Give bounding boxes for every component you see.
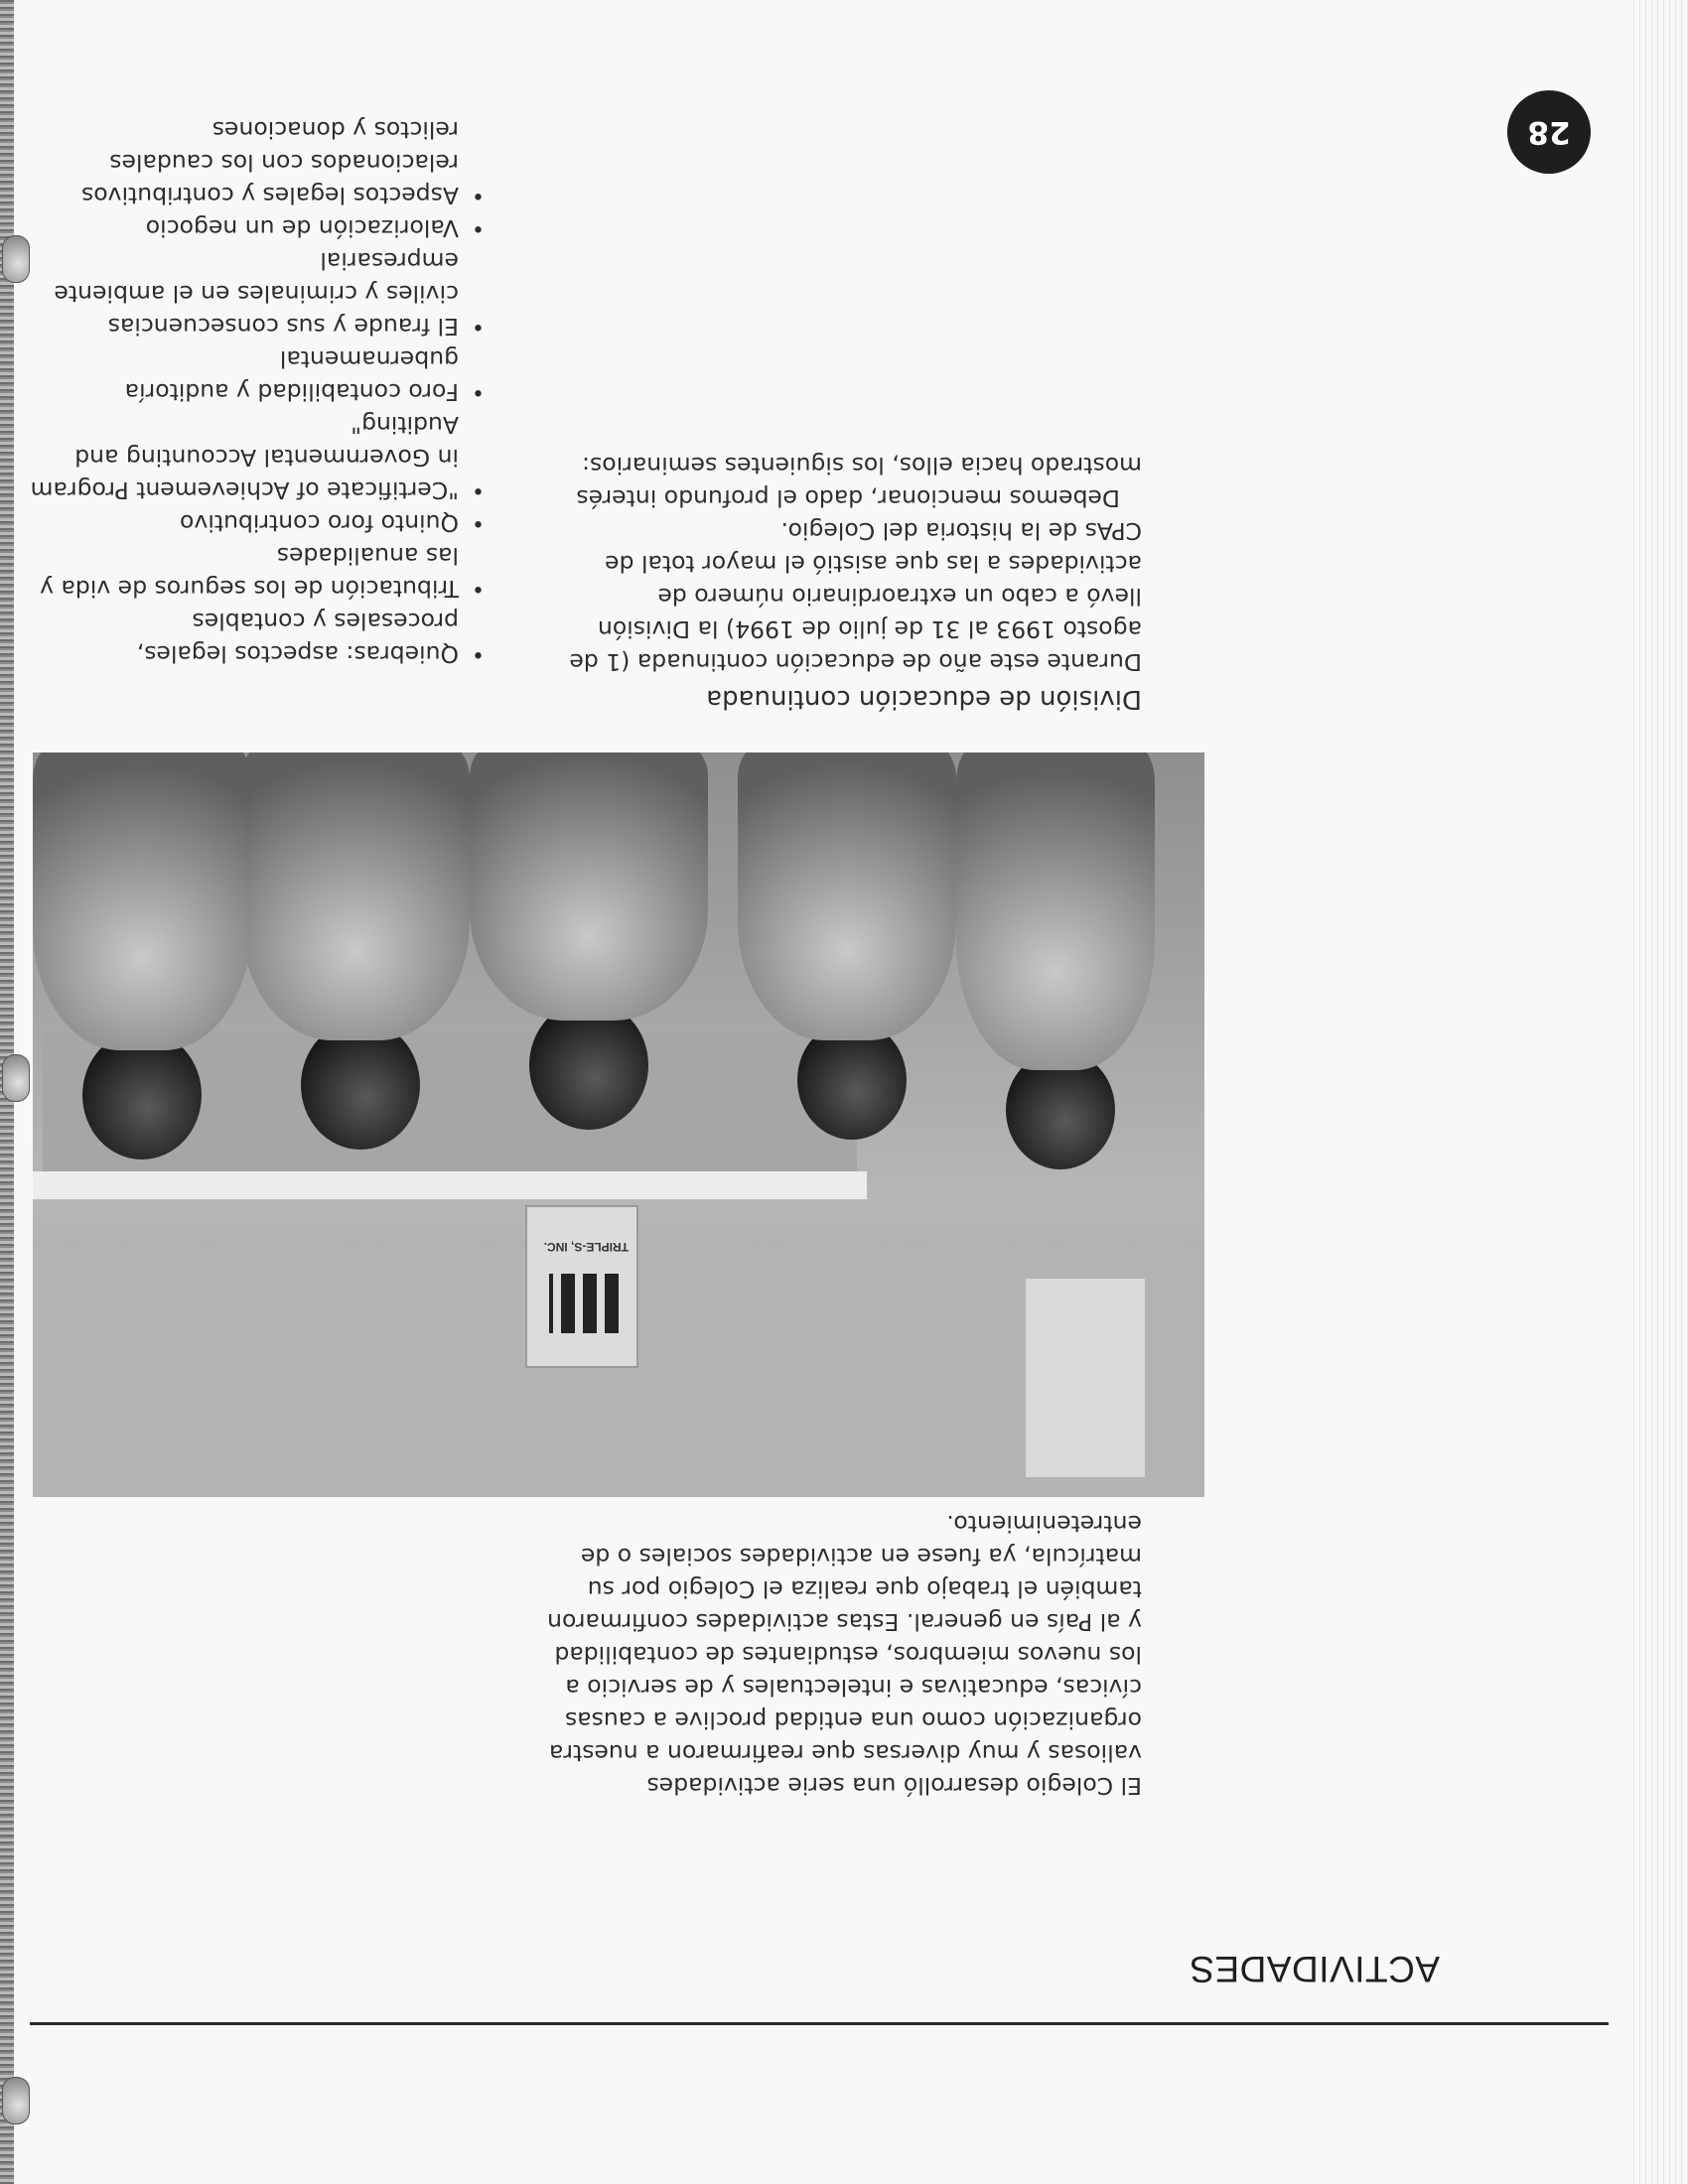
seminar-item: • Aspectos legales y contributivos relacionados con los caudales relictos y donaciones — [30, 113, 487, 211]
seminar-item: • Quinto foro contributivo — [30, 506, 487, 539]
seminar-item: • Tributación de los seguros de vida y las anualidades — [30, 539, 487, 605]
photo-person — [241, 752, 470, 1040]
photo-poster — [1026, 1279, 1145, 1477]
photo-table — [33, 1171, 867, 1199]
binder-ring — [2, 2077, 30, 2124]
seminar-item: • Foro contabilidad y auditoría gubernamental — [30, 342, 487, 408]
binder-ring — [2, 235, 30, 283]
education-paragraph-2: Debemos mencionar, dado el profundo interés mostrado hacia ellos, los siguientes seminarios: — [576, 452, 1142, 512]
seminar-item: • Quiebras: aspectos legales, procesales y contables — [30, 605, 487, 670]
photo-person — [33, 752, 251, 1050]
education-section — [546, 449, 1142, 715]
page-number: 28 — [1507, 90, 1591, 174]
seminar-list-column — [30, 113, 487, 670]
seminar-item: • El fraude y sus consecuencias civiles y criminales en el ambiente empresarial — [30, 244, 487, 342]
page-edge-texture — [1630, 0, 1688, 2184]
photo-person — [738, 752, 956, 1040]
binder-ring — [2, 1054, 30, 1102]
triple-s-logo-icon — [549, 1274, 619, 1333]
education-paragraph-1: Durante este año de educación continuada (1 de agosto 1993 al 31 de julio de 1994) la División llevó a cabo un extraordinario número de actividades a las que asistió el mayor total de CPAs de la historia del Colegio. — [569, 517, 1142, 676]
section-rule — [30, 2022, 1609, 2025]
seminar-list — [30, 113, 487, 670]
podium-text: TRIPLE-S, INC. — [543, 1240, 629, 1254]
event-photo — [33, 752, 1204, 1497]
intro-paragraph: El Colegio desarrolló una serie actividades valiosas y muy diversas que reafirmaron a nuestra organización como una entidad proclive a causas cívicas, educativas e intelectuales y de servicio a los nuevos miembros, estudiantes de contabilidad y al País en general. Estas actividades confirmaron también el trabajo que realiza el Colegio por su matrícula, ya fuese en actividades sociales o de entretenimiento. — [547, 1510, 1142, 1800]
education-heading: División de educación continuada — [706, 684, 1142, 714]
seminar-item: • Valorización de un negocio — [30, 211, 487, 244]
photo-person — [956, 752, 1155, 1070]
seminar-item: • "Certificate of Achievement Program in Governmental Accounting and Auditing" — [30, 408, 487, 506]
section-title: ACTIVIDADES — [1189, 1949, 1440, 1989]
photo-person — [470, 752, 708, 1021]
